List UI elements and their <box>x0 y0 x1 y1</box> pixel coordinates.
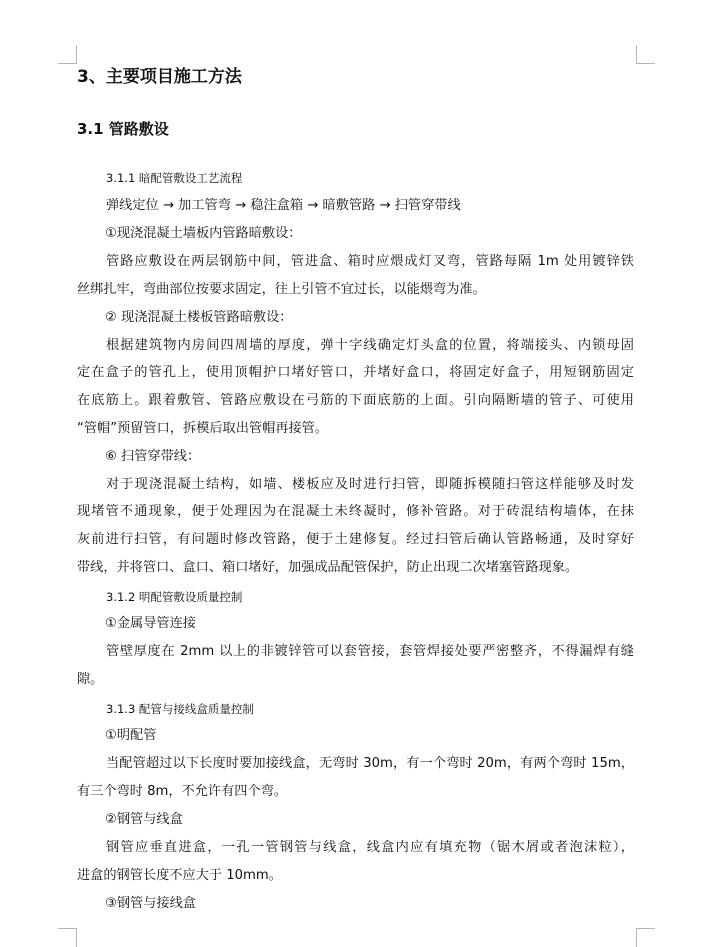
paragraph-line: 管壁厚度在 2mm 以上的非镀锌管可以套管接，套管焊接处要严密整齐，不得漏焊有缝 <box>106 644 634 659</box>
process-flow: 弹线定位 → 加工管弯 → 稳注盒箱 → 暗敷管路 → 扫管穿带线 <box>106 198 461 213</box>
item-heading: ①金属导管连接 <box>105 616 196 631</box>
paragraph-line: 进盒的钢管长度不应大于 10mm。 <box>77 868 282 883</box>
item-heading: ①明配管 <box>105 728 157 743</box>
item-heading: ②钢管与线盒 <box>105 812 183 827</box>
item-heading: ⑥ 扫管穿带线： <box>105 449 201 464</box>
paragraph-line: 丝绑扎牢，弯曲部位按要求固定，往上引管不宜过长，以能煨弯为准。 <box>77 282 486 297</box>
clause-heading: 3.1.3 配管与接线盒质量控制 <box>106 702 254 716</box>
crop-mark-top-right <box>636 45 655 64</box>
item-heading: ①现浇混凝土墙板内管路暗敷设： <box>105 226 302 241</box>
paragraph-line: 有三个弯时 8m，不允许有四个弯。 <box>77 784 288 799</box>
paragraph-line: 对于现浇混凝土结构，如墙、楼板应及时进行扫管，即随拆模随扫管这样能够及时发 <box>106 477 634 492</box>
crop-mark-top-left <box>58 45 77 64</box>
clause-heading: 3.1.1 暗配管敷设工艺流程 <box>106 171 243 185</box>
paragraph-line: 定在盒子的管孔上，使用顶帽护口堵好管口，并堵好盒口，将固定好盒子，用短钢筋固定 <box>77 365 634 380</box>
clause-heading: 3.1.2 明配管敷设质量控制 <box>106 590 243 604</box>
paragraph-line: 当配管超过以下长度时要加接线盒，无弯时 30m，有一个弯时 20m，有两个弯时 15m， <box>106 756 634 771</box>
item-heading: ② 现浇混凝土楼板管路暗敷设： <box>105 310 293 325</box>
paragraph-line: 带线，并将管口、盒口、箱口堵好，加强成品配管保护，防止出现二次堵塞管路现象。 <box>77 560 579 575</box>
paragraph-line: 钢管应垂直进盒，一孔一管钢管与线盒，线盒内应有填充物（锯木屑或者泡沫粒）， <box>106 840 634 855</box>
paragraph-line: 管路应敷设在两层钢筋中间，管进盒、箱时应煨成灯叉弯，管路每隔 1m 处用镀锌铁 <box>106 254 634 269</box>
paragraph-line: “管帽”预留管口，拆模后取出管帽再接管。 <box>77 421 329 436</box>
item-heading: ③钢管与接线盒 <box>105 896 196 911</box>
paragraph-line: 根据建筑物内房间四周墙的厚度，弹十字线确定灯头盒的位置，将端接头、内锁母固 <box>106 338 634 353</box>
paragraph-line: 灰前进行扫管，有问题时修改管路，便于土建修复。经过扫管后确认管路畅通，及时穿好 <box>77 532 634 547</box>
paragraph-line: 现堵管不通现象，便于处理因为在混凝土未终凝时，修补管路。对于砖混结构墙体，在抹 <box>77 504 634 519</box>
subsection-heading: 3.1 管路敷设 <box>77 120 169 138</box>
paragraph-line: 在底筋上。跟着敷管、管路应敷设在弓筋的下面底筋的上面。引向隔断墙的管子、可使用 <box>77 393 634 408</box>
section-heading: 3、主要项目施工方法 <box>77 67 242 87</box>
paragraph-line: 隙。 <box>77 672 104 687</box>
